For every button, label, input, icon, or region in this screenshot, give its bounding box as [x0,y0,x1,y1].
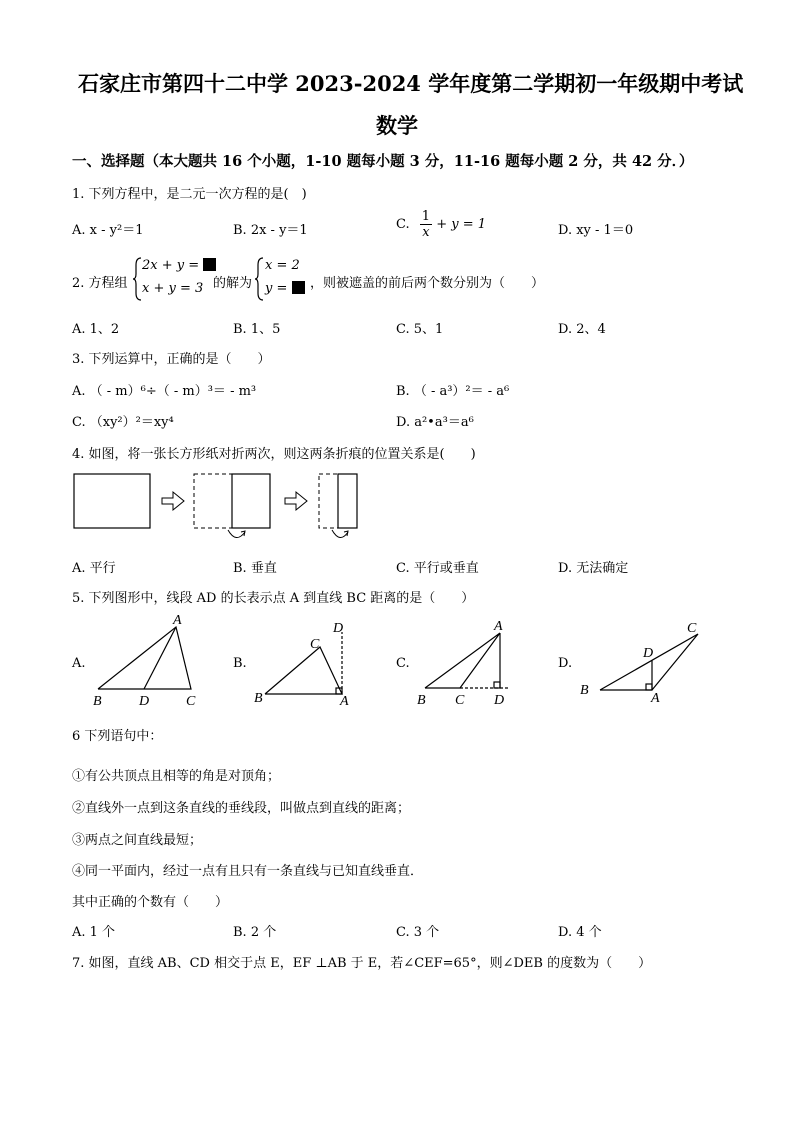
label-C: C [310,637,320,652]
masked-number-box [203,258,216,271]
question-7-stem: 7. 如图，直线 AB、CD 相交于点 E，EF ⊥AB 于 E，若∠CEF=65°，则∠DEB 的度数为（ ） [72,956,652,971]
question-6-stem: 6 下列语句中： [72,729,163,744]
question-4-stem: 4. 如图，将一张长方形纸对折两次，则这两条折痕的位置关系是( ) [72,447,476,462]
label-D: D [333,621,344,636]
statement-2: ②直线外一点到这条直线的垂线段，叫做点到直线的距离； [72,801,411,816]
option-c-label: C. [396,217,410,232]
figure-d [600,634,698,690]
subject-title: 数学 [376,113,418,138]
geometry-figures [80,612,740,712]
solution-y: y = [265,281,305,296]
figure-c [425,633,510,688]
label-A: A [651,691,660,706]
question-1-option-a: A. x - y²＝1 [72,223,144,238]
statement-3: ③两点之间直线最短； [72,833,203,848]
question-4-option-b: B. 垂直 [233,561,277,576]
label-A: A [173,613,182,628]
question-3-option-d: D. a²•a³＝a⁶ [396,415,474,430]
question-3-option-b: B. （ - a³）²＝ - a⁶ [396,384,510,399]
question-1-option-c [396,209,486,240]
figure-a [98,627,191,689]
question-4-option-a: A. 平行 [72,561,116,576]
question-6-option-c: C. 3 个 [396,925,440,940]
question-6-option-b: B. 2 个 [233,925,277,940]
fraction [420,209,432,240]
left-brace-icon [254,257,264,301]
question-5-option-c: C. [396,656,410,671]
section-heading: 一、选择题（本大题共 16 个小题，1-10 题每小题 3 分，11-16 题每小题 2 分，共 42 分．） [72,153,694,170]
statement-1: ①有公共顶点且相等的角是对顶角； [72,769,281,784]
fraction-denominator: x [422,225,430,240]
question-3-stem: 3. 下列运算中，正确的是（ ） [72,352,271,367]
folded-paper-quarter [338,474,357,528]
label-D: D [494,693,505,708]
question-2-option-d: D. 2、4 [558,322,606,337]
label-A: A [340,694,349,709]
paper-rectangle [74,474,150,528]
label-B: B [580,683,589,698]
paper-fold-figure [70,470,370,550]
question-1-stem: 1. 下列方程中，是二元一次方程的是( ) [72,187,307,202]
label-C: C [186,694,196,709]
label-D: D [139,694,150,709]
label-A: A [494,619,503,634]
folded-dashed-half [194,474,232,528]
question-2-suffix: ，则被遮盖的前后两个数分别为（ ） [310,276,545,291]
question-6-option-d: D. 4 个 [558,925,602,940]
left-brace-icon [132,257,142,301]
label-C: C [687,621,697,636]
question-6-option-a: A. 1 个 [72,925,116,940]
question-1-option-b: B. 2x - y＝1 [233,223,308,238]
arrow-right-icon [162,492,184,510]
label-B: B [93,694,102,709]
question-3-option-c: C. （xy²）²＝xy⁴ [72,415,174,430]
question-5-option-a: A. [72,656,86,671]
question-1-option-d: D. xy - 1＝0 [558,223,634,238]
question-5-option-d: D. [558,656,573,671]
question-5-option-b: B. [233,656,247,671]
solution-x: x = 2 [265,258,300,273]
question-2-option-c: C. 5、1 [396,322,444,337]
label-B: B [254,691,263,706]
question-6-ask: 其中正确的个数有（ ） [72,895,229,910]
question-2-prefix: 2. 方程组 [72,276,128,291]
label-C: C [455,693,465,708]
question-4-option-d: D. 无法确定 [558,561,629,576]
folded-dashed-quarter [319,474,338,528]
system-eq1: 2x + y = [142,258,216,273]
system-eq2: x + y = 3 [142,281,204,296]
question-2-option-b: B. 1、5 [233,322,281,337]
question-2-option-a: A. 1、2 [72,322,120,337]
option-c-rest: + y = 1 [436,217,486,232]
question-3-option-a: A. （ - m）⁶÷（ - m）³＝ - m³ [72,384,257,399]
fraction-numerator: 1 [421,209,431,224]
folded-paper-half [232,474,270,528]
question-4-option-c: C. 平行或垂直 [396,561,479,576]
figure-b [265,632,342,694]
statement-4: ④同一平面内，经过一点有且只有一条直线与已知直线垂直． [72,864,424,879]
label-D: D [643,646,654,661]
question-5-stem: 5. 下列图形中，线段 AD 的长表示点 A 到直线 BC 距离的是（ ） [72,591,475,606]
label-B: B [417,693,426,708]
page-title: 石家庄市第四十二中学 2023-2024 学年度第二学期初一年级期中考试 [78,71,744,96]
arrow-right-icon [285,492,307,510]
question-2-mid: 的解为 [213,276,253,291]
masked-number-box [292,281,305,294]
